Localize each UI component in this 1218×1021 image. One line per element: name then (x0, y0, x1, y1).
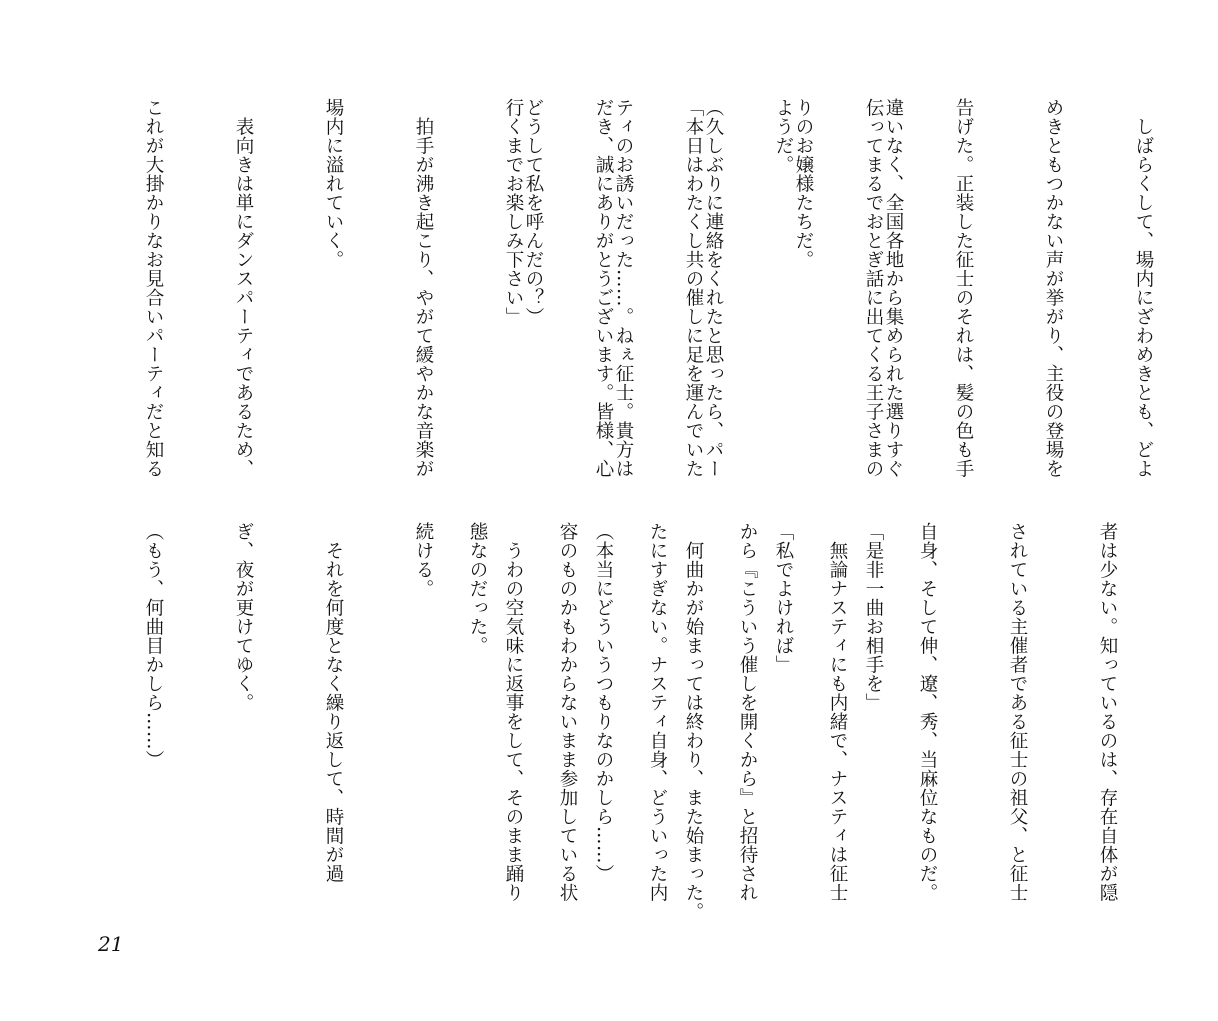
text-line: 自身、そして伸、遼、秀、当麻位なものだ。 (917, 522, 938, 902)
text-line: 告げた。正装した征士のそれは、髪の色も手 (953, 98, 974, 478)
text-line: （久しぶりに連絡をくれたと思ったら、パー (703, 98, 724, 478)
text-line: 何曲かが始まっては終わり、また始まった。 (683, 522, 704, 921)
text-line: から『こういう催しを開くから』と招待され (737, 522, 758, 902)
text-line: 表向きは単にダンスパーティであるため、 (233, 98, 254, 478)
text-line: 容のものかもわからないまま参加している状 (557, 522, 578, 902)
text-line: どうして私を呼んだの？） (523, 98, 544, 326)
text-line: 者は少ない。知っているのは、存在自体が隠 (1097, 522, 1118, 902)
text-line: （本当にどういうつもりなのかしら……） (593, 522, 614, 883)
text-line: 続ける。 (413, 522, 434, 598)
text-line: ようだ。 (773, 98, 794, 174)
text-line: しばらくして、場内にざわめきとも、どよ (1133, 98, 1154, 478)
text-line: めきともつかない声が挙がり、主役の登場を (1043, 98, 1064, 478)
text-line: 態なのだった。 (467, 522, 488, 655)
text-line: 行くまでお楽しみ下さい」 (503, 98, 524, 326)
text-line: たにすぎない。ナスティ自身、どういった内 (647, 522, 668, 902)
text-line: 違いなく、全国各地から集められた選りすぐ (883, 98, 904, 478)
text-line: ティのお誘いだった……。ねぇ征士。貴方は (613, 98, 634, 478)
text-line: 「本日はわたくし共の催しに足を運んでいた (683, 98, 704, 478)
text-line: 拍手が沸き起こり、やがて緩やかな音楽が (413, 98, 434, 478)
text-line: うわの空気味に返事をして、そのまま踊り (503, 522, 524, 902)
page-number: 21 (98, 932, 124, 956)
text-line: （もう、何曲目かしら……） (143, 522, 164, 769)
text-line: 場内に溢れていく。 (323, 98, 344, 269)
text-block-top-left (108, 98, 1218, 478)
text-line: 「私でよければ」 (773, 522, 794, 674)
text-line: ぎ、夜が更けてゆく。 (233, 522, 254, 712)
text-line: だき、誠にありがとうございます。皆様、心 (593, 98, 614, 478)
text-line: これが大掛かりなお見合いパーティだと知る (143, 98, 164, 478)
text-line: りのお嬢様たちだ。 (793, 98, 814, 269)
text-line: 伝ってまるでおとぎ話に出てくる王子さまの (863, 98, 884, 478)
text-line: 「是非一曲お相手を」 (863, 522, 884, 712)
text-line: されている主催者である征士の祖父、と征士 (1007, 522, 1028, 902)
text-line: 無論ナスティにも内緒で、ナスティは征士 (827, 522, 848, 902)
text-line: それを何度となく繰り返して、時間が過 (323, 522, 344, 883)
text-block-bottom-left (108, 522, 948, 921)
